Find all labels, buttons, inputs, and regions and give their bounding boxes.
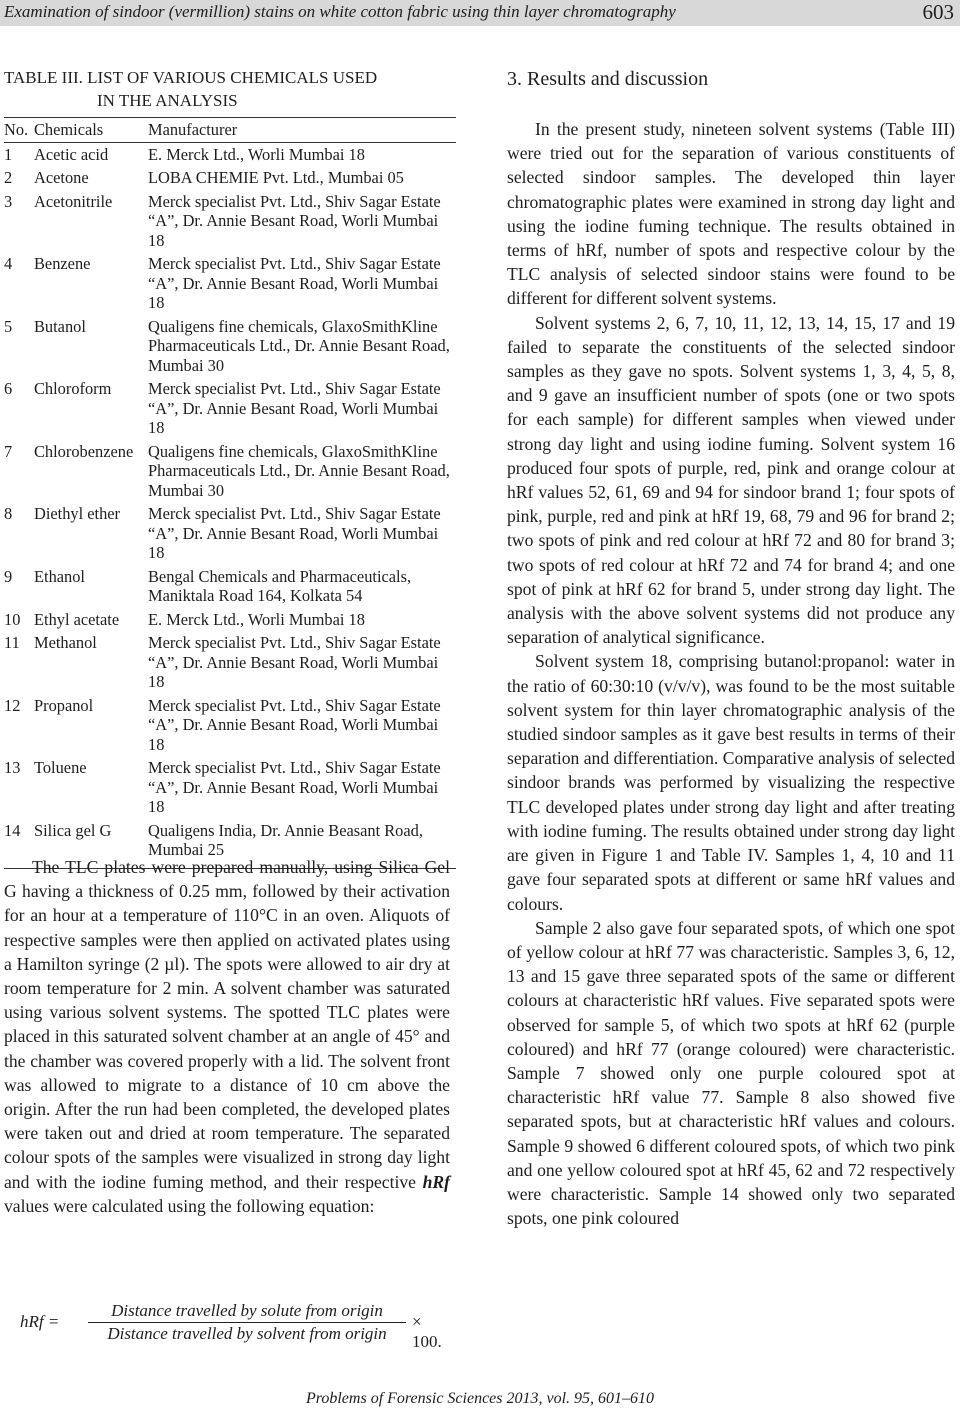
table-cell-no: 5	[4, 316, 13, 336]
table-cell-manufacturer: Merck specialist Pvt. Ltd., Shiv Sagar Estate “A”, Dr. Annie Besant Road, Worli Mumbai 18	[148, 504, 441, 562]
table-cell-chemical: Methanol	[34, 633, 97, 652]
table-title	[4, 66, 456, 112]
table-cell-chemical: Toluene	[34, 758, 87, 777]
table-row	[4, 190, 456, 253]
table-cell-chemical: Chloroform	[34, 379, 112, 398]
table-cell-manufacturer: Qualigens India, Dr. Annie Beasant Road, Mumbai 25	[148, 820, 423, 859]
table-cell-no: 2	[4, 168, 13, 187]
equation-numerator: Distance travelled by solute from origin	[111, 1301, 383, 1320]
table-cell-chemical: Acetic acid	[34, 144, 109, 164]
table-cell-chemical: Acetonitrile	[34, 191, 113, 211]
table-cell-manufacturer: Qualigens fine chemicals, GlaxoSmithKline Pharmaceuticals Ltd., Dr. Annie Besant Road, Mumbai 30	[148, 441, 450, 500]
table-cell-no: 13	[4, 758, 21, 777]
table-row	[4, 608, 456, 632]
table-cell-chemical: Ethyl acetate	[34, 609, 120, 629]
results-paragraph-1: In the present study, nineteen solvent systems (Table III) were tried out for the separation of various constituents of selected sindoor samples. The developed thin layer chromatographic plates were examined in strong day light and using the iodine fuming technique. The results obtained in terms of hRf, number of spots and respective colour by the TLC analysis of selected sindoor stains were found to be different for different solvent systems.	[507, 119, 955, 309]
column-header-no: No.	[4, 120, 29, 139]
table-cell-no: 3	[4, 191, 13, 211]
table-cell-no: 12	[4, 695, 21, 715]
table-cell-chemical: Benzene	[34, 254, 91, 273]
table-cell-no: 4	[4, 254, 13, 273]
table-cell-no: 8	[4, 504, 13, 523]
results-paragraph-4: Sample 2 also gave four separated spots, of which one spot of yellow colour at hRf 77 was characteristic. Samples 3, 6, 12, 13 and 15 gave three separated spots of the same or different colours at characteristic hRf values. Five separated spots were observed for sample 5, of which two spots at hRf 62 (purple coloured) and hRf 77 (orange coloured) were characteristic. Sample 7 showed only one purple coloured spot at characteristic hRf value 77. Sample 8 also showed five separated spots, but at characteristic hRf values and colours. Sample 9 showed 6 different coloured spots, of which two pink and one yellow coloured spot at hRf 45, 62 and 72 respectively were characteristic. Sample 14 showed only two separated spots, one pink coloured	[507, 917, 955, 1229]
table-cell-no: 6	[4, 379, 13, 398]
table-row	[4, 315, 456, 378]
table-row	[4, 143, 456, 167]
hrf-equation	[20, 1300, 450, 1350]
table-cell-chemical: Butanol	[34, 316, 86, 336]
table-cell-manufacturer: Bengal Chemicals and Pharmaceuticals, Maniktala Road 164, Kolkata 54	[148, 566, 412, 605]
equation-denominator: Distance travelled by solvent from origin	[107, 1324, 387, 1343]
table-row	[4, 502, 456, 565]
table-cell-manufacturer: Merck specialist Pvt. Ltd., Shiv Sagar Estate “A”, Dr. Annie Besant Road, Worli Mumbai 18	[148, 379, 441, 437]
running-header	[0, 0, 960, 26]
results-text	[507, 117, 955, 1230]
methods-text-part2: values were calculated using the following equation:	[4, 1195, 375, 1216]
table-cell-no: 1	[4, 144, 13, 164]
column-header-manufacturer: Manufacturer	[148, 120, 238, 139]
table-cell-chemical: Acetone	[34, 168, 89, 187]
table-cell-no: 10	[4, 609, 21, 629]
table-cell-manufacturer: Merck specialist Pvt. Ltd., Shiv Sagar Estate “A”, Dr. Annie Besant Road, Worli Mumbai 18	[148, 633, 441, 691]
methods-paragraph	[4, 855, 450, 1218]
table-cell-manufacturer: Qualigens fine chemicals, GlaxoSmithKline Pharmaceuticals Ltd., Dr. Annie Besant Road, Mumbai 30	[148, 316, 450, 375]
table-title-line2: IN THE ANALYSIS	[97, 91, 238, 110]
page-footer: Problems of Forensic Sciences 2013, vol. 95, 601–610	[305, 1390, 655, 1407]
table-row	[4, 252, 456, 315]
table-cell-no: 9	[4, 566, 13, 586]
table-cell-chemical: Chlorobenzene	[34, 441, 134, 461]
table-cell-chemical: Propanol	[34, 695, 94, 715]
results-paragraph-3: Solvent system 18, comprising butanol:propanol: water in the ratio of 60:30:10 (v/v/v), was found to be the most suitable solvent system for thin layer chromatographic analysis of the studied sindoor samples as it gave best results in terms of their separation and differentiation. Comparative analysis of selected sindoor brands was performed by visualizing the respective TLC developed plates under strong day light and after treating with iodine fuming. The results obtained under strong day light are given in Figure 1 and Table IV. Samples 1, 4, 10 and 11 gave four separated spots at different or same hRf values and colours.	[507, 651, 955, 914]
table-row	[4, 166, 456, 190]
chemicals-table-block	[4, 66, 456, 869]
column-header-chemicals: Chemicals	[34, 120, 104, 139]
section-heading: 3. Results and discussion	[507, 68, 709, 90]
table-header-row	[4, 118, 456, 142]
table-row	[4, 694, 456, 757]
table-cell-chemical: Silica gel G	[34, 820, 112, 840]
table-row	[4, 756, 456, 819]
table-cell-manufacturer: E. Merck Ltd., Worli Mumbai 18	[148, 609, 365, 629]
table-cell-chemical: Ethanol	[34, 566, 85, 586]
methods-hrf: hRf	[422, 1171, 450, 1192]
table-cell-manufacturer: Merck specialist Pvt. Ltd., Shiv Sagar Estate “A”, Dr. Annie Besant Road, Worli Mumbai 18	[148, 191, 441, 250]
table-title-line1: TABLE III. LIST OF VARIOUS CHEMICALS USED	[4, 68, 378, 87]
methods-text-part1: The TLC plates were prepared manually, using Silica Gel G having a thickness of 0.25 mm, followed by their activation for an hour at a temperature of 110°C in an oven. Aliquots of respective samples were then applied on activated plates using a Hamilton syringe (2 µl). The spots were allowed to air dry at room temperature for 2 min. A solvent chamber was saturated using various solvent systems. The spotted TLC plates were placed in this saturated solvent chamber at an angle of 45° and the chamber was covered properly with a lid. The solvent front was allowed to migrate to a distance of 10 cm above the origin. After the run had been completed, the developed plates were taken out and dried at room temperature. The separated colour spots of the samples were visualized in strong day light and with the iodine fuming method, and their respective	[4, 857, 450, 1192]
table-row	[4, 631, 456, 694]
equation-rhs: × 100.	[412, 1312, 442, 1351]
table-cell-chemical: Diethyl ether	[34, 504, 121, 523]
table-cell-no: 7	[4, 441, 13, 461]
chemicals-table	[4, 118, 456, 862]
table-row	[4, 440, 456, 503]
table-cell-manufacturer: Merck specialist Pvt. Ltd., Shiv Sagar Estate “A”, Dr. Annie Besant Road, Worli Mumbai 18	[148, 695, 441, 754]
table-cell-no: 14	[4, 820, 21, 840]
equation-fraction	[82, 1300, 412, 1345]
equation-lhs: hRf =	[20, 1312, 60, 1331]
results-paragraph-2: Solvent systems 2, 6, 7, 10, 11, 12, 13, 14, 15, 17 and 19 failed to separate the constituents of the selected sindoor samples as they gave no spots. Solvent systems 1, 3, 4, 5, 8, and 9 gave an insufficient number of spots (one or two spots for each sample) for different samples when viewed under strong day light and using iodine fuming. Solvent system 16 produced four spots of purple, red, pink and orange colour at hRf values 52, 61, 69 and 94 for sindoor brand 1; four spots of pink, purple, red and pink at hRf 19, 68, 79 and 96 for brand 2; two spots of pink and red colour at hRf 72 and 80 for brand 3; two spots of red colour at hRf 72 and 74 for brand 4; and one spot of pink at hRf 62 for brand 5, under strong day light. The analysis with the above solvent systems did not produce any separation of analytical significance.	[507, 312, 955, 648]
table-cell-manufacturer: Merck specialist Pvt. Ltd., Shiv Sagar Estate “A”, Dr. Annie Besant Road, Worli Mumbai 18	[148, 254, 441, 312]
table-row	[4, 565, 456, 608]
table-cell-manufacturer: LOBA CHEMIE Pvt. Ltd., Mumbai 05	[148, 168, 404, 187]
running-title: Examination of sindoor (vermillion) stains on white cotton fabric using thin layer chromatography	[4, 2, 676, 21]
table-cell-manufacturer: E. Merck Ltd., Worli Mumbai 18	[148, 144, 365, 164]
table-cell-no: 11	[4, 633, 20, 652]
table-cell-manufacturer: Merck specialist Pvt. Ltd., Shiv Sagar Estate “A”, Dr. Annie Besant Road, Worli Mumbai 18	[148, 758, 441, 816]
table-row	[4, 377, 456, 440]
table-body	[4, 143, 456, 862]
page-number: 603	[922, 0, 954, 24]
